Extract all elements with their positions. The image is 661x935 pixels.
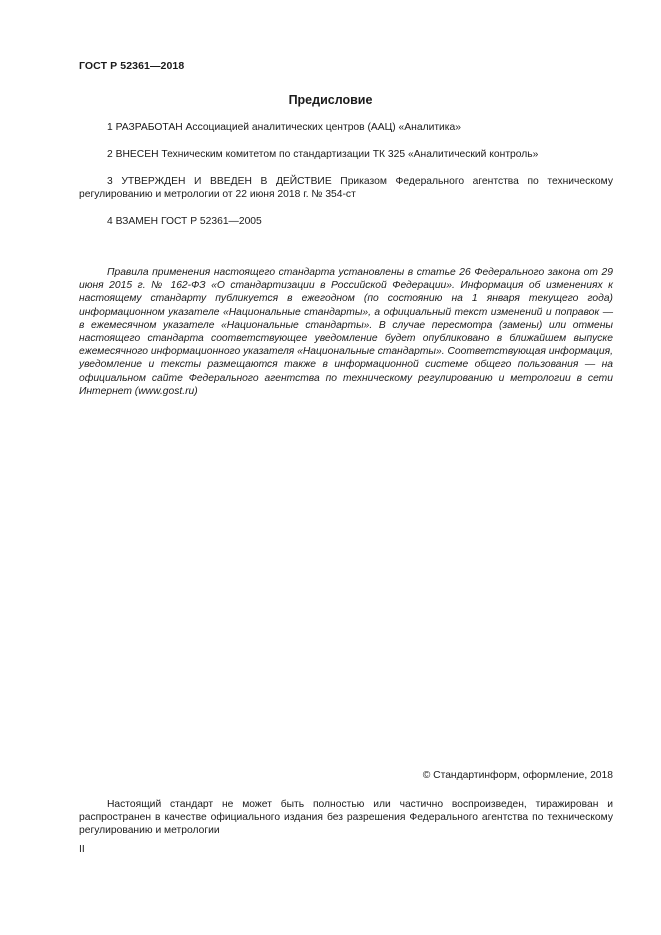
reproduction-notice-text: Настоящий стандарт не может быть полностью или частично воспроизведен, тиражирован и распространен в качестве официального издания без разрешения Федерального агентства по техническому регулированию и метрологии — [79, 799, 613, 837]
preface-item-3 — [79, 175, 613, 201]
preface-item-4-text: 4 ВЗАМЕН ГОСТ Р 52361—2005 — [107, 216, 262, 227]
preface-item-4 — [79, 215, 613, 228]
preface-item-1-text: 1 РАЗРАБОТАН Ассоциацией аналитических центров (ААЦ) «Аналитика» — [107, 122, 461, 133]
note-text: Правила применения настоящего стандарта установлены в статье 26 Федерального закона от 29 июня 2015 г. № 162-ФЗ «О стандартизации в Российской Федерации». Информация об изменениях к настоящему стандарту публикуется в ежегодном (по состоянию на 1 января текущего года) информационном указателе «Национальные стандарты», а официальный текст изменений и поправок — в ежемесячном указателе «Национальные стандарты». В случае пересмотра (замены) или отмены настоящего стандарта соответствующее уведомление будет опубликовано в ближайшем выпуске ежемесячного информационного указателя «Национальные стандарты». Соответствующая информация, уведомление и тексты размещаются также в информационной системе общего пользования — на официальном сайте Федерального агентства по техническому регулированию и метрологии в сети Интернет (www.gost.ru) — [79, 267, 613, 397]
reproduction-notice — [79, 798, 613, 838]
copyright-line: © Стандартинформ, оформление, 2018 — [422, 770, 613, 781]
document-code-header: ГОСТ Р 52361—2018 — [79, 60, 185, 72]
preface-item-2 — [79, 148, 613, 161]
preface-item-1 — [79, 121, 613, 134]
standards-application-note — [79, 266, 613, 398]
preface-item-2-text: 2 ВНЕСЕН Техническим комитетом по стандартизации ТК 325 «Аналитический контроль» — [107, 149, 539, 160]
page-number: II — [79, 844, 85, 855]
preface-item-3-text: 3 УТВЕРЖДЕН И ВВЕДЕН В ДЕЙСТВИЕ Приказом Федерального агентства по техническому регулированию и метрологии от 22 июня 2018 г. № 354-ст — [79, 176, 613, 200]
preface-title: Предисловие — [288, 93, 373, 107]
